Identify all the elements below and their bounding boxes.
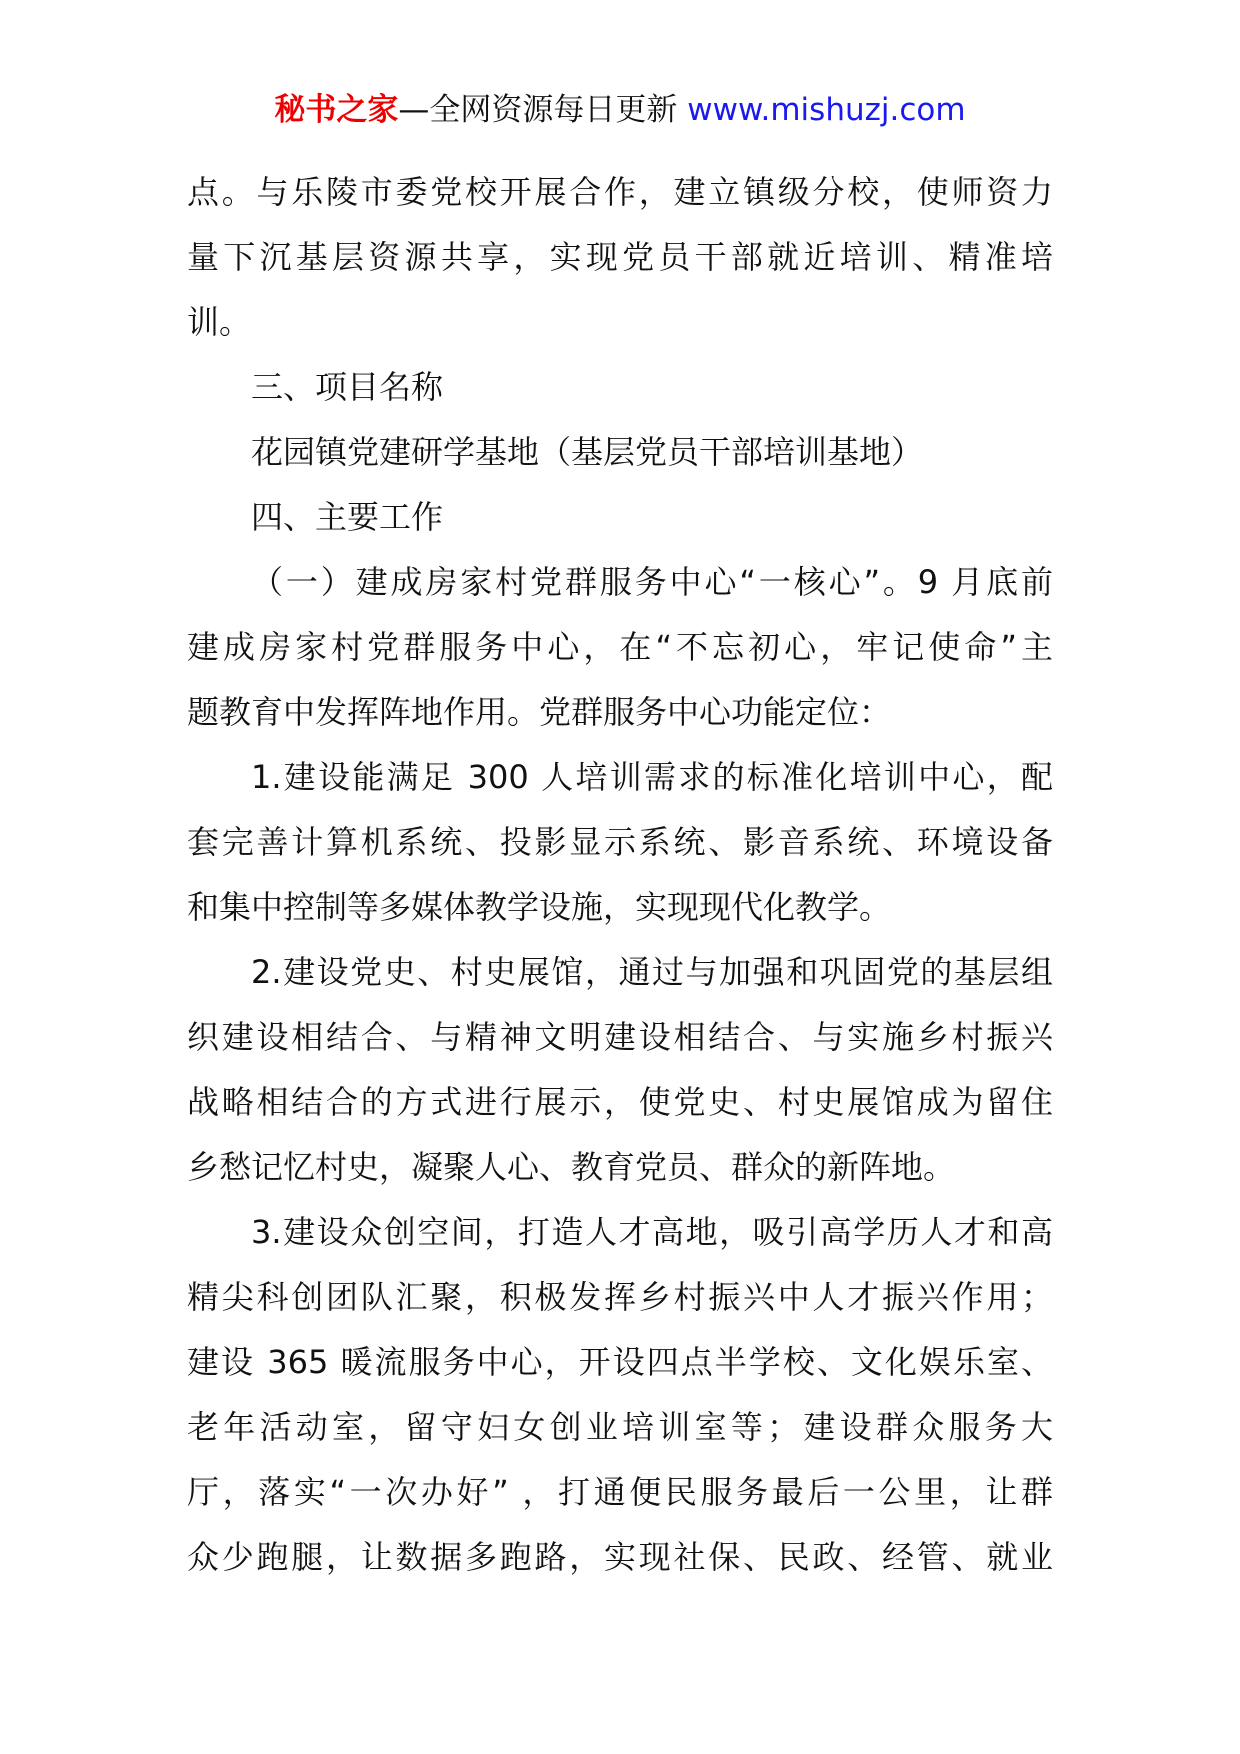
text-line: 2.建设党史、村史展馆，通过与加强和巩固党的基层组 xyxy=(251,953,1053,991)
text-line: 量下沉基层资源共享，实现党员干部就近培训、精准培 xyxy=(187,238,1053,276)
text-line: （一）建成房家村党群服务中心“一核心”。9 月底前 xyxy=(251,563,1053,601)
site-header xyxy=(0,90,1240,130)
text-line: 和集中控制等多媒体教学设施，实现现代化教学。 xyxy=(187,888,892,926)
text-line: 题教育中发挥阵地作用。党群服务中心功能定位： xyxy=(187,693,892,731)
text-line: 织建设相结合、与精神文明建设相结合、与实施乡村振兴 xyxy=(187,1018,1053,1056)
site-brand: 秘书之家 xyxy=(274,92,399,128)
text-line: 老年活动室，留守妇女创业培训室等；建设群众服务大 xyxy=(187,1408,1053,1446)
text-line: 厅，落实“一次办好” ，打通便民服务最后一公里，让群 xyxy=(187,1473,1053,1511)
section-heading: 三、项目名称 xyxy=(251,368,444,406)
text-line: 套完善计算机系统、投影显示系统、影音系统、环境设备 xyxy=(187,823,1053,861)
text-line: 建设 365 暖流服务中心，开设四点半学校、文化娱乐室、 xyxy=(187,1343,1053,1381)
text-line: 训。 xyxy=(187,303,252,341)
text-line: 乡愁记忆村史，凝聚人心、教育党员、群众的新阵地。 xyxy=(187,1148,956,1186)
text-line: 精尖科创团队汇聚，积极发挥乡村振兴中人才振兴作用； xyxy=(187,1278,1053,1316)
section-heading: 四、主要工作 xyxy=(251,498,444,536)
text-line: 建成房家村党群服务中心，在“不忘初心，牢记使命”主 xyxy=(187,628,1053,666)
site-tagline: —全网资源每日更新 xyxy=(398,92,678,128)
text-line: 1.建设能满足 300 人培训需求的标准化培训中心，配 xyxy=(251,758,1053,796)
text-line: 3.建设众创空间，打造人才高地，吸引高学历人才和高 xyxy=(251,1213,1053,1251)
text-line: 点。与乐陵市委党校开展合作，建立镇级分校，使师资力 xyxy=(187,173,1053,211)
text-line: 众少跑腿，让数据多跑路，实现社保、民政、经管、就业 xyxy=(187,1538,1053,1576)
project-name: 花园镇党建研学基地（基层党员干部培训基地） xyxy=(251,433,924,471)
text-line: 战略相结合的方式进行展示，使党史、村史展馆成为留住 xyxy=(187,1083,1053,1121)
site-url-link[interactable]: www.mishuzj.com xyxy=(687,92,966,128)
document-body xyxy=(187,160,1053,1590)
